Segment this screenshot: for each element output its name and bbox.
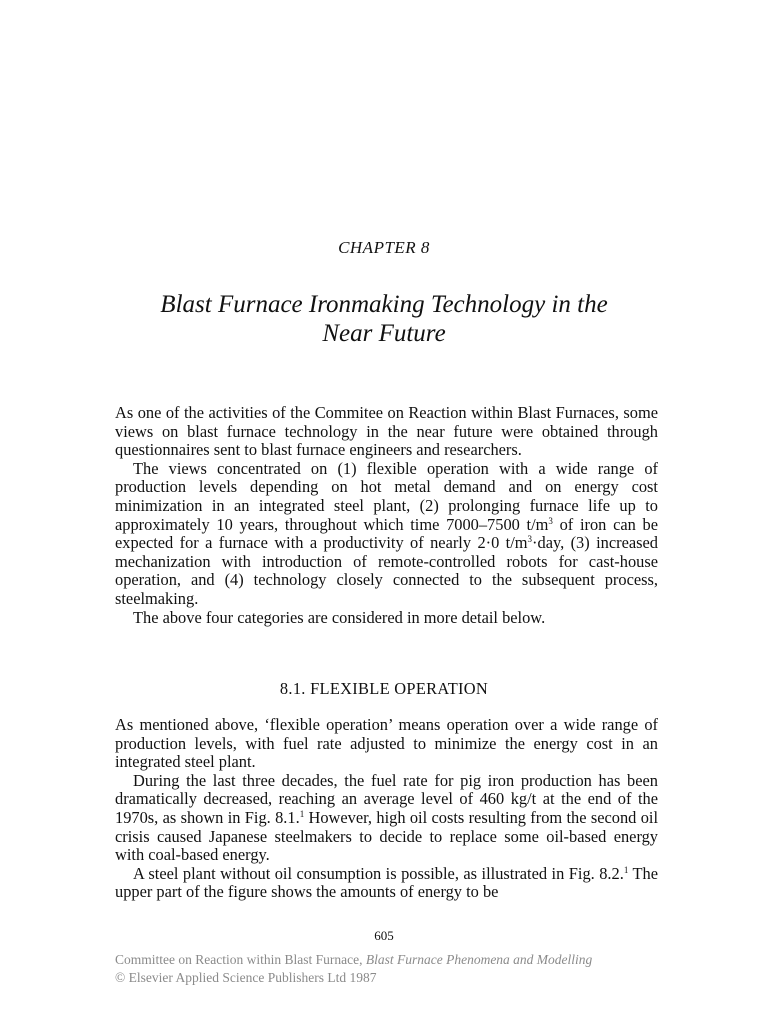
superscript-3: 3 [548, 515, 553, 526]
footer [115, 951, 675, 987]
section-paragraph-2-part-b: However, high oil costs resulting from the second oil crisis caused Japanese steelmakers to decide to replace some oil-based energy with coal-based energy. [115, 807, 658, 865]
chapter-title [80, 290, 688, 348]
intro-paragraph-2 [115, 460, 658, 609]
superscript-3: 3 [527, 534, 533, 545]
chapter-title-line-1: Blast Furnace Ironmaking Technology in the [160, 291, 608, 318]
footer-citation-plain: Committee on Reaction within Blast Furnace, [115, 952, 366, 967]
chapter-label: CHAPTER 8 [338, 238, 430, 257]
page-number: 605 [374, 928, 394, 943]
footer-copyright: © Elsevier Applied Science Publishers Ltd 1987 [115, 970, 377, 985]
footer-citation [115, 951, 675, 969]
section-paragraph-1: As mentioned above, ‘flexible operation’ means operation over a wide range of production levels, with fuel rate adjusted to minimize the energy cost in an integrated steel plant. [115, 715, 658, 772]
intro-paragraph-3: The above four categories are considered in more detail below. [133, 607, 546, 627]
reference-marker: 1 [623, 864, 629, 875]
intro-paragraph-1: As one of the activities of the Commitee on Reaction within Blast Furnaces, some views on blast furnace technology in the near future were obtained through questionnaires sent to blast furnace engineers and researchers. [115, 403, 658, 460]
intro-text [115, 404, 658, 627]
section-heading: 8.1. FLEXIBLE OPERATION [279, 679, 489, 698]
section-paragraph-3 [115, 865, 658, 902]
section-paragraph-2 [115, 772, 658, 865]
reference-marker: 1 [299, 808, 305, 819]
footer-citation-title: Blast Furnace Phenomena and Modelling [365, 952, 593, 967]
section-paragraph-3-part-a: A steel plant without oil consumption is possible, as illustrated in Fig. 8.2. [133, 863, 624, 883]
chapter-title-line-2: Near Future [322, 320, 446, 347]
intro-paragraph-2-part-a: The views concentrated on (1) flexible operation with a wide range of production levels depending on hot metal demand and on energy cost minimization in an integrated steel plant, (2) prolonging furnace life up to approximately 10 years, throughout which time 7000–7500 t/m [115, 458, 658, 534]
section-paragraph-2-part-a: During the last three decades, the fuel rate for pig iron production has been dramatically decreased, reaching an average level of 460 kg/t at the end of the 1970s, as shown in Fig. 8.1. [115, 770, 658, 827]
intro-paragraph-2-part-c: ·day, (3) increased mechanization with introduction of remote-controlled robots for cast-house operation, and (4) technology closely connected to the subsequent process, steelmaking. [115, 533, 658, 608]
section-paragraph-3-part-b: The upper part of the figure shows the amounts of energy to be [115, 863, 658, 902]
intro-paragraph-2-part-b: of iron can be expected for a furnace with a productivity of nearly 2·0 t/m [115, 514, 658, 553]
section-text [115, 716, 658, 902]
